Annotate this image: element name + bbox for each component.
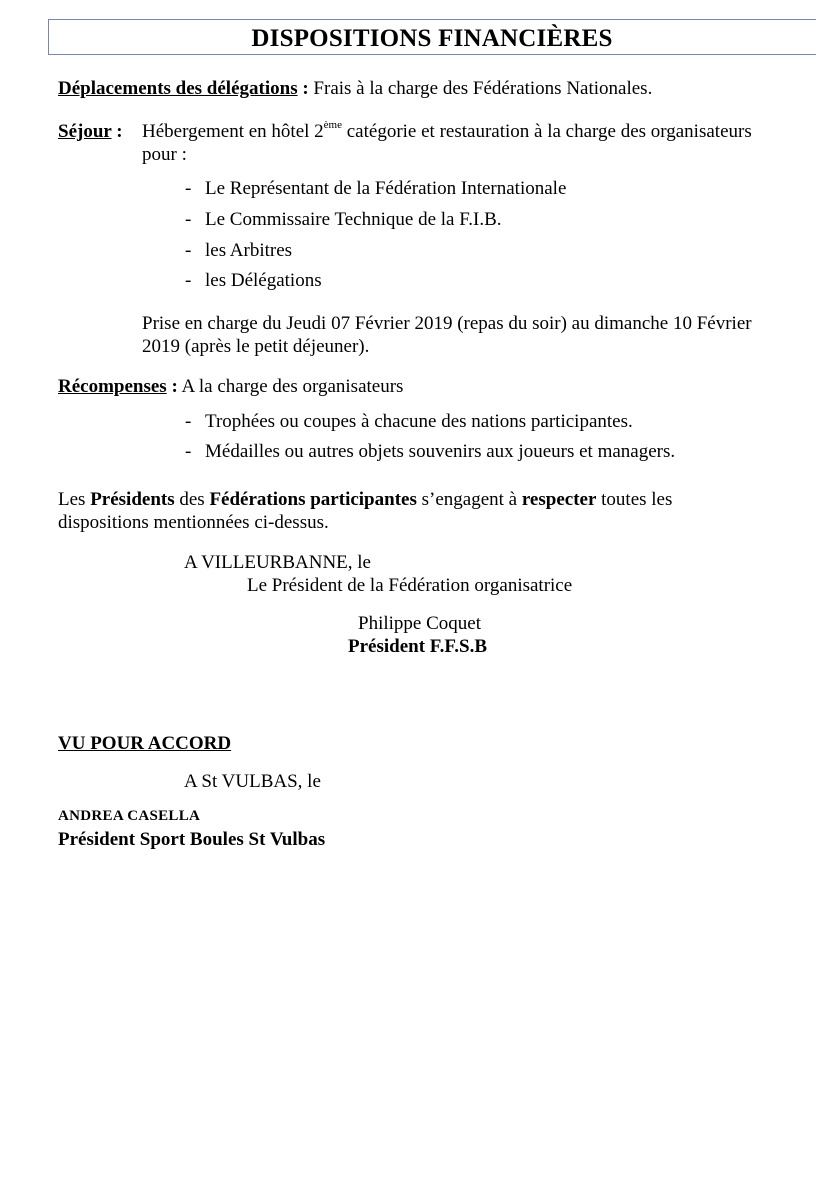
signature-role: Le Président de la Fédération organisatrice: [247, 575, 573, 596]
deplacements-colon: :: [297, 78, 309, 99]
engagement-line1: [58, 489, 672, 511]
accord-title: Président Sport Boules St Vulbas: [58, 829, 326, 850]
engagement-text: toutes les: [596, 489, 673, 510]
prise-en-charge-line2: 2019 (après le petit déjeuner).: [142, 336, 370, 357]
recompenses-item-dash: -: [185, 441, 192, 462]
sejour-line2: pour :: [142, 144, 187, 165]
engagement-bold: Présidents: [90, 489, 175, 510]
sejour-item-dash: -: [185, 178, 192, 199]
sejour-item: les Délégations: [205, 270, 322, 291]
recompenses-item: Médailles ou autres objets souvenirs aux joueurs et managers.: [205, 441, 676, 462]
engagement-bold: respecter: [521, 489, 597, 510]
signature-title: Président F.F.S.B: [348, 636, 488, 657]
engagement-text: Les: [58, 489, 91, 510]
sejour-item: Le Commissaire Technique de la F.I.B.: [205, 209, 502, 230]
prise-en-charge-line1: Prise en charge du Jeudi 07 Février 2019 (repas du soir) au dimanche 10 Février: [142, 313, 752, 334]
accord-name: ANDREA CASELLA: [58, 808, 201, 824]
sejour-item: les Arbitres: [205, 240, 293, 261]
deplacements-line: [58, 78, 652, 100]
recompenses-item: Trophées ou coupes à chacune des nations participantes.: [205, 411, 633, 432]
sejour-label: Séjour: [58, 121, 112, 142]
sejour-line1: [142, 121, 752, 143]
sejour-label-wrap: [58, 121, 123, 143]
recompenses-text: A la charge des organisateurs: [177, 376, 404, 397]
sejour-item-dash: -: [185, 209, 192, 230]
page-title: DISPOSITIONS FINANCIÈRES: [251, 25, 613, 52]
sejour-line1-a: Hébergement en hôtel 2: [142, 121, 324, 142]
deplacements-label: Déplacements des délégations: [58, 78, 298, 99]
engagement-text: s’engagent à: [416, 489, 522, 510]
recompenses-item-dash: -: [185, 411, 192, 432]
recompenses-line: [58, 376, 403, 398]
sejour-colon: :: [111, 121, 123, 142]
deplacements-text: Frais à la charge des Fédérations Nationales.: [308, 78, 653, 99]
sejour-superscript: ème: [323, 119, 342, 131]
accord-place: A St VULBAS, le: [184, 771, 321, 792]
sejour-item-dash: -: [185, 270, 192, 291]
sejour-item-dash: -: [185, 240, 192, 261]
engagement-text: des: [174, 489, 210, 510]
accord-heading: VU POUR ACCORD: [58, 733, 232, 754]
signature-place: A VILLEURBANNE, le: [184, 552, 371, 573]
sejour-line1-b: catégorie et restauration à la charge des organisateurs: [342, 121, 752, 142]
recompenses-label: Récompenses: [58, 376, 167, 397]
engagement-bold: Fédérations participantes: [209, 489, 417, 510]
recompenses-colon: :: [166, 376, 178, 397]
sejour-item: Le Représentant de la Fédération Internationale: [205, 178, 567, 199]
engagement-line2: dispositions mentionnées ci-dessus.: [58, 512, 329, 533]
signature-name: Philippe Coquet: [358, 613, 481, 634]
